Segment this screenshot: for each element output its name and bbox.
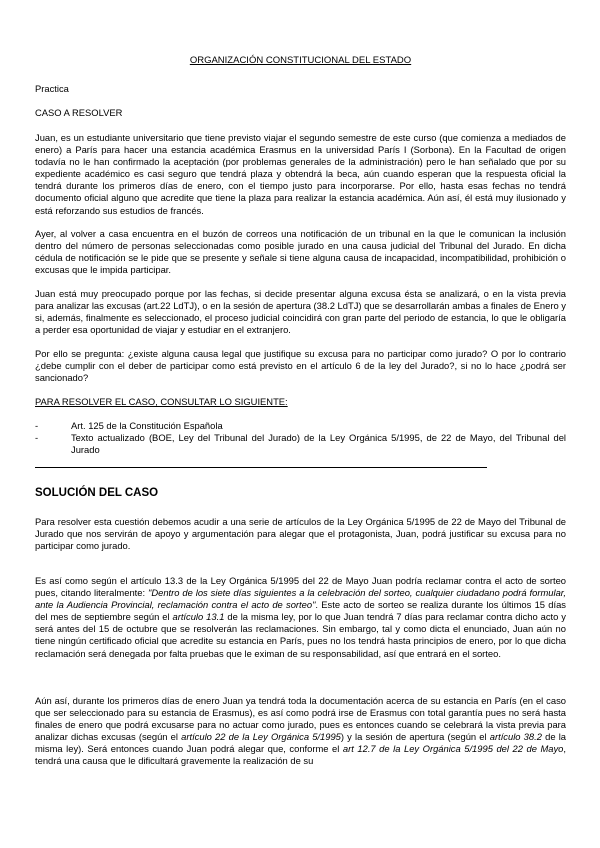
text-run: de la misma ley, por lo que Juan tendrá 7 días para reclamar contra dicho acto y será antes del 15 de octubre que se resolverán las reclamaciones. Sin embargo, tal y como dicta el enunciado, Juan aún no tiene ningún certificado oficial que acredite su estancia en París, pues no los tendrá hasta principios de enero, por lo que dicha reclamación será denegada por falta pruebas que le eximan de su responsabilidad, así que entrará en el sorteo.	[35, 611, 566, 659]
consultar-label: PARA RESOLVER EL CASO, CONSULTAR LO SIGUIENTE:	[35, 396, 288, 407]
caso-paragraph-3: Juan está muy preocupado porque por las fechas, si decide presentar alguna excusa ésta se analizará, o en la vista previa para analizar las excusas (art.22 LdTJ), o en la sesión de apertura (38.2 LdTJ) que se desarrollarán ambas a finales de Enero y si, además, finalmente es seleccionado, el proceso judicial coincidirá con gran parte del periodo de estancia, lo que le obligaría a perder esa oportunidad de viajar y estudiar en el extranjero.	[35, 288, 566, 336]
separator-line	[35, 467, 487, 468]
solucion-paragraph-2	[35, 575, 566, 660]
solucion-paragraph-1: Para resolver esta cuestión debemos acudir a una serie de artículos de la Ley Orgánica 5/1995 de 22 de Mayo del Tribunal de Jurado que nos servirán de apoyo y argumentación para alegar que el protagonista, Juan, podrá justificar su excusa para no participar como jurado.	[35, 516, 566, 552]
text-run: de la misma ley). Será entonces cuando Juan podrá alegar que, conforme el	[35, 731, 567, 755]
solucion-heading: SOLUCIÓN DEL CASO	[35, 487, 159, 499]
list-item-text: Texto actualizado (BOE, Ley del Tribunal del Jurado) de la Ley Orgánica 5/1995, de 22 de Mayo, del Tribunal del Jurado	[71, 432, 566, 455]
document-title: ORGANIZACIÓN CONSTITUCIONAL DEL ESTADO	[189, 55, 412, 66]
text-run: Es así como según el artículo 13.3 de la Ley Orgánica 5/1995 del 22 de Mayo Juan podría reclamar contra el acto de sorteo pues, citando literalmente:	[35, 575, 566, 599]
quote-text: "Dentro de los siete días siguientes a la celebración del sorteo, cualquier ciudadano podrá formular, ante la Audiencia Provincial, reclamación contra el acto de sorteo"	[35, 587, 566, 611]
text-run: . Este acto de sorteo se realiza durante los últimos 15 días del mes de septiembre según el	[35, 599, 566, 623]
article-ref: artículo 38.2	[489, 731, 542, 743]
article-ref: art 12.7 de la Ley Orgánica 5/1995 del 22 de Mayo	[342, 743, 564, 755]
text-run: Aún así, durante los primeros días de enero Juan ya tendrá toda la documentación acerca de su estancia en París (en el caso que ser seleccionado para su estancia de Erasmus), es así como podrá irse de Erasmus con total garantía pues no será hasta finales de enero que podrá excusarse para no actuar como jurado, pues es entonces cuando se celebrará la vista previa para analizar dichas excusas (según el	[35, 695, 566, 743]
solucion-paragraph-3	[35, 695, 566, 768]
caso-paragraph-2: Ayer, al volver a casa encuentra en el buzón de correos una notificación de un tribunal en la que le comunican la inclusión dentro del número de personas seleccionadas como posible jurado en una causa judicial del Tribunal del Jurado. En dicha cédula de notificación se le pide que se presente y señale si tiene alguna causa de incapacidad, incompatibilidad, prohibición o excusas que le impida participar.	[35, 228, 566, 276]
text-run: ) y la sesión de apertura (según el	[340, 731, 490, 743]
caso-paragraph-4: Por ello se pregunta: ¿existe alguna causa legal que justifique su excusa para no participar como jurado? O por lo contrario ¿debe cumplir con el deber de participar como está previsto en el artículo 6 de la ley del Jurado?, si no lo hace ¿podrá ser sancionado?	[35, 348, 566, 384]
text-run: , tendrá una causa que le dificultará gravemente la realización de su	[35, 743, 566, 767]
caso-paragraph-1: Juan, es un estudiante universitario que tiene previsto viajar el segundo semestre de este curso (que comienza a mediados de enero) a París para hacer una estancia académica Erasmus en la universidad París I (Sorbona). En la Facultad de origen todavía no le han confirmado la aceptación (por problemas generales de la administración) pero le han señalado que por su expediente académico es casi seguro que tendrá plaza y obtendrá la beca, aún cuando esperan que la respuesta oficial la tendrá durante los primeros días de enero, con el tiempo justo para incorporarse. Por ello, hasta esas fechas no tendrá documento oficial alguno que acredite que tiene la plaza para realizar la estancia académica. Aún así, él está muy ilusionado y está reforzando sus estudios de francés.	[35, 132, 566, 216]
bullet-dash: -	[35, 432, 39, 443]
article-ref: artículo 22 de la Ley Orgánica 5/1995	[181, 731, 341, 743]
bullet-dash: -	[35, 420, 39, 431]
article-ref: artículo 13.1	[172, 611, 225, 623]
caso-label: CASO A RESOLVER	[35, 107, 123, 118]
practica-label: Practica	[35, 83, 69, 94]
list-item-text: Art. 125 de la Constitución Española	[71, 420, 223, 431]
